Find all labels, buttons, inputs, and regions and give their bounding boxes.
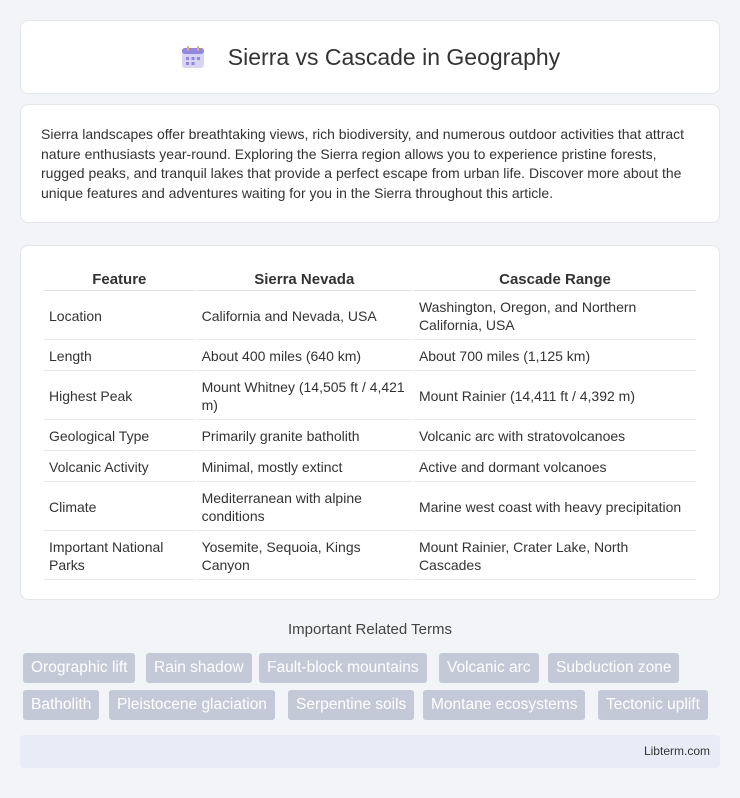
table-cell: Marine west coast with heavy precipitation xyxy=(414,484,696,531)
comparison-table xyxy=(42,266,698,582)
tag-volcanic-arc[interactable]: Volcanic arc xyxy=(439,653,539,683)
table-cell: Mount Rainier (14,411 ft / 4,392 m) xyxy=(414,373,696,420)
table-cell: Highest Peak xyxy=(44,373,195,420)
table-row xyxy=(44,293,696,340)
table-cell: Volcanic Activity xyxy=(44,453,195,482)
table-row xyxy=(44,342,696,371)
tag-batholith[interactable]: Batholith xyxy=(23,690,99,720)
table-cell: Mediterranean with alpine conditions xyxy=(197,484,412,531)
tag-serpentine-soils[interactable]: Serpentine soils xyxy=(288,690,414,720)
table-cell: Length xyxy=(44,342,195,371)
table-cell: Volcanic arc with stratovolcanoes xyxy=(414,422,696,451)
table-cell: Important National Parks xyxy=(44,533,195,580)
table-cell: Mount Whitney (14,505 ft / 4,421 m) xyxy=(197,373,412,420)
table-cell: About 400 miles (640 km) xyxy=(197,342,412,371)
tag-subduction-zone[interactable]: Subduction zone xyxy=(548,653,679,683)
table-cell: Mount Rainier, Crater Lake, North Cascades xyxy=(414,533,696,580)
table-cell: Minimal, mostly extinct xyxy=(197,453,412,482)
page-title: Sierra vs Cascade in Geography xyxy=(227,43,561,70)
table-cell: Climate xyxy=(44,484,195,531)
table-cell: Primarily granite batholith xyxy=(197,422,412,451)
table-row xyxy=(44,484,696,531)
tag-fault-block-mountains[interactable]: Fault-block mountains xyxy=(259,653,427,683)
table-cell: California and Nevada, USA xyxy=(197,293,412,340)
comparison-card xyxy=(20,245,720,600)
title-card xyxy=(20,20,720,94)
footer-site-link[interactable]: Libterm.com xyxy=(643,744,710,758)
table-cell: Active and dormant volcanoes xyxy=(414,453,696,482)
tag-montane-ecosystems[interactable]: Montane ecosystems xyxy=(423,690,585,720)
calendar-icon xyxy=(180,44,206,70)
related-terms-title: Important Related Terms xyxy=(288,621,452,638)
tag-tectonic-uplift[interactable]: Tectonic uplift xyxy=(598,690,708,720)
footer xyxy=(20,735,720,768)
intro-text: Sierra landscapes offer breathtaking views, rich biodiversity, and numerous outdoor activities that attract nature enthusiasts year-round. Exploring the Sierra region allows you to experience pristine forests, rugged peaks, and tranquil lakes that provide a perfect escape from urban life. Discover more about the unique features and adventures waiting for you in the Sierra throughout this article. xyxy=(41,126,685,201)
header-cascade: Cascade Range xyxy=(414,268,696,291)
intro-card xyxy=(20,104,720,223)
tag-pleistocene-glaciation[interactable]: Pleistocene glaciation xyxy=(109,690,275,720)
table-row xyxy=(44,373,696,420)
header-feature: Feature xyxy=(44,268,195,291)
table-row xyxy=(44,533,696,580)
table-cell: Washington, Oregon, and Northern California, USA xyxy=(414,293,696,340)
table-cell: Geological Type xyxy=(44,422,195,451)
table-row xyxy=(44,453,696,482)
table-row xyxy=(44,422,696,451)
table-cell: Yosemite, Sequoia, Kings Canyon xyxy=(197,533,412,580)
header-sierra: Sierra Nevada xyxy=(197,268,412,291)
tag-rain-shadow[interactable]: Rain shadow xyxy=(146,653,252,683)
table-cell: Location xyxy=(44,293,195,340)
tag-orographic-lift[interactable]: Orographic lift xyxy=(23,653,135,683)
table-cell: About 700 miles (1,125 km) xyxy=(414,342,696,371)
